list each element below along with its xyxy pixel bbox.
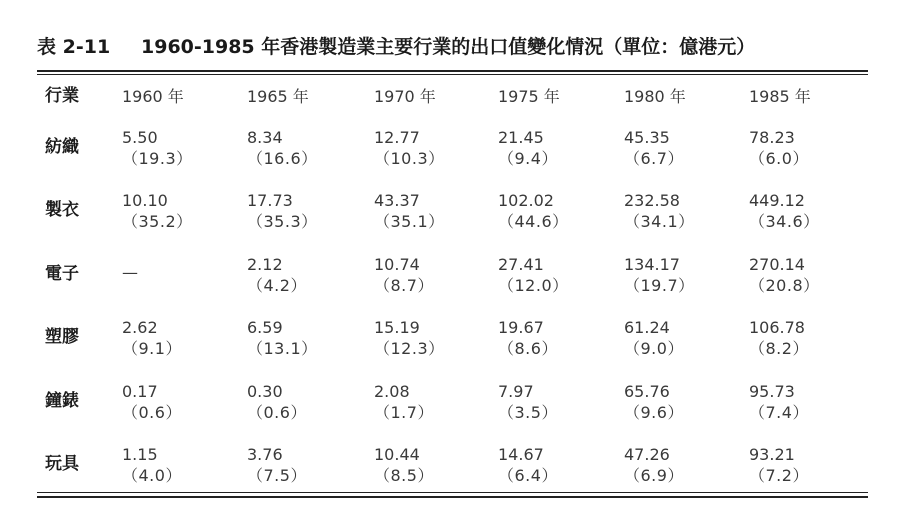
- share-percent: （1.7）: [374, 403, 434, 422]
- export-value: 1.15: [122, 445, 158, 464]
- table-cell: [624, 127, 684, 169]
- table-cell: [749, 444, 809, 486]
- header-year: 1970 年: [374, 87, 436, 106]
- export-value: 93.21: [749, 445, 795, 464]
- table-cell: [247, 381, 307, 423]
- table-cell: [498, 317, 558, 359]
- table-cell: [749, 190, 820, 232]
- export-value: 15.19: [374, 318, 420, 337]
- table-cell: [122, 444, 182, 486]
- export-value: 27.41: [498, 255, 544, 274]
- share-percent: （34.6）: [749, 212, 820, 231]
- table-cell: [749, 317, 809, 359]
- export-value: 0.17: [122, 382, 158, 401]
- share-percent: （0.6）: [122, 403, 182, 422]
- header-year: 1960 年: [122, 87, 184, 106]
- export-value: 14.67: [498, 445, 544, 464]
- share-percent: （8.2）: [749, 339, 809, 358]
- table-cell: [122, 190, 193, 232]
- table-cell: [624, 444, 684, 486]
- table-cell: [247, 317, 318, 359]
- industry-label: 電子: [45, 264, 79, 284]
- share-percent: （6.0）: [749, 149, 809, 168]
- table-cell: [374, 317, 445, 359]
- share-percent: （13.1）: [247, 339, 318, 358]
- table-cell: [247, 190, 318, 232]
- industry-label: 鐘錶: [45, 391, 79, 411]
- share-percent: （7.2）: [749, 466, 809, 485]
- export-value: 6.59: [247, 318, 283, 337]
- table-cell: [498, 381, 558, 423]
- share-percent: （19.7）: [624, 276, 695, 295]
- export-value: 106.78: [749, 318, 805, 337]
- share-percent: （10.3）: [374, 149, 445, 168]
- header-year: 1980 年: [624, 87, 686, 106]
- share-percent: （8.5）: [374, 466, 434, 485]
- share-percent: （20.8）: [749, 276, 820, 295]
- table-cell: [498, 190, 569, 232]
- export-value: 45.35: [624, 128, 670, 147]
- table-cell: [498, 127, 558, 169]
- export-value: 43.37: [374, 191, 420, 210]
- share-percent: （35.3）: [247, 212, 318, 231]
- share-percent: （6.9）: [624, 466, 684, 485]
- table-caption: [37, 35, 872, 59]
- industry-label: 玩具: [45, 454, 79, 474]
- share-percent: （9.0）: [624, 339, 684, 358]
- export-value: 232.58: [624, 191, 680, 210]
- no-data-dash: —: [122, 263, 138, 282]
- share-percent: （8.7）: [374, 276, 434, 295]
- share-percent: （7.4）: [749, 403, 809, 422]
- header-year: 1965 年: [247, 87, 309, 106]
- table-cell: [624, 254, 695, 296]
- export-value: 270.14: [749, 255, 805, 274]
- table-cell: [122, 254, 138, 283]
- share-percent: （35.2）: [122, 212, 193, 231]
- table-cell: [374, 190, 445, 232]
- export-value: 19.67: [498, 318, 544, 337]
- share-percent: （9.4）: [498, 149, 558, 168]
- table-cell: [749, 254, 820, 296]
- top-rule-thin: [37, 74, 868, 75]
- share-percent: （12.3）: [374, 339, 445, 358]
- export-value: 95.73: [749, 382, 795, 401]
- table-cell: [374, 254, 434, 296]
- table-title: 1960-1985 年香港製造業主要行業的出口值變化情況（單位：億港元）: [141, 36, 756, 58]
- table-cell: [122, 317, 182, 359]
- share-percent: （8.6）: [498, 339, 558, 358]
- share-percent: （9.6）: [624, 403, 684, 422]
- table-cell: [122, 381, 182, 423]
- table-cell: [624, 190, 695, 232]
- header-row-label: 行業: [45, 86, 79, 106]
- export-value: 47.26: [624, 445, 670, 464]
- table-cell: [122, 127, 193, 169]
- table-cell: [374, 444, 434, 486]
- share-percent: （6.7）: [624, 149, 684, 168]
- share-percent: （35.1）: [374, 212, 445, 231]
- export-value: 3.76: [247, 445, 283, 464]
- table-cell: [247, 444, 307, 486]
- share-percent: （16.6）: [247, 149, 318, 168]
- export-value: 10.74: [374, 255, 420, 274]
- table-cell: [498, 254, 569, 296]
- share-percent: （6.4）: [498, 466, 558, 485]
- export-value: 8.34: [247, 128, 283, 147]
- industry-label: 製衣: [45, 200, 79, 220]
- export-value: 12.77: [374, 128, 420, 147]
- export-value: 449.12: [749, 191, 805, 210]
- table-number: 表 2-11: [37, 36, 111, 58]
- export-value: 134.17: [624, 255, 680, 274]
- industry-label: 塑膠: [45, 327, 79, 347]
- export-value: 10.44: [374, 445, 420, 464]
- header-year: 1975 年: [498, 87, 560, 106]
- export-value: 78.23: [749, 128, 795, 147]
- export-value: 102.02: [498, 191, 554, 210]
- table-cell: [374, 127, 445, 169]
- industry-label: 紡織: [45, 137, 79, 157]
- share-percent: （44.6）: [498, 212, 569, 231]
- share-percent: （9.1）: [122, 339, 182, 358]
- export-value: 5.50: [122, 128, 158, 147]
- share-percent: （12.0）: [498, 276, 569, 295]
- table-cell: [749, 381, 809, 423]
- table-cell: [624, 317, 684, 359]
- share-percent: （7.5）: [247, 466, 307, 485]
- table-cell: [498, 444, 558, 486]
- top-rule-thick: [37, 70, 868, 72]
- export-value: 7.97: [498, 382, 534, 401]
- table-cell: [247, 254, 307, 296]
- table-cell: [374, 381, 434, 423]
- export-value: 2.12: [247, 255, 283, 274]
- export-value: 21.45: [498, 128, 544, 147]
- share-percent: （19.3）: [122, 149, 193, 168]
- export-value: 2.08: [374, 382, 410, 401]
- share-percent: （4.0）: [122, 466, 182, 485]
- table-cell: [624, 381, 684, 423]
- export-value: 17.73: [247, 191, 293, 210]
- table-cell: [749, 127, 809, 169]
- bottom-rule-thin: [37, 492, 868, 493]
- table-cell: [247, 127, 318, 169]
- export-value: 10.10: [122, 191, 168, 210]
- share-percent: （4.2）: [247, 276, 307, 295]
- share-percent: （34.1）: [624, 212, 695, 231]
- header-year: 1985 年: [749, 87, 811, 106]
- export-value: 2.62: [122, 318, 158, 337]
- bottom-rule-thick: [37, 496, 868, 498]
- export-value: 0.30: [247, 382, 283, 401]
- share-percent: （3.5）: [498, 403, 558, 422]
- share-percent: （0.6）: [247, 403, 307, 422]
- export-value: 61.24: [624, 318, 670, 337]
- export-value: 65.76: [624, 382, 670, 401]
